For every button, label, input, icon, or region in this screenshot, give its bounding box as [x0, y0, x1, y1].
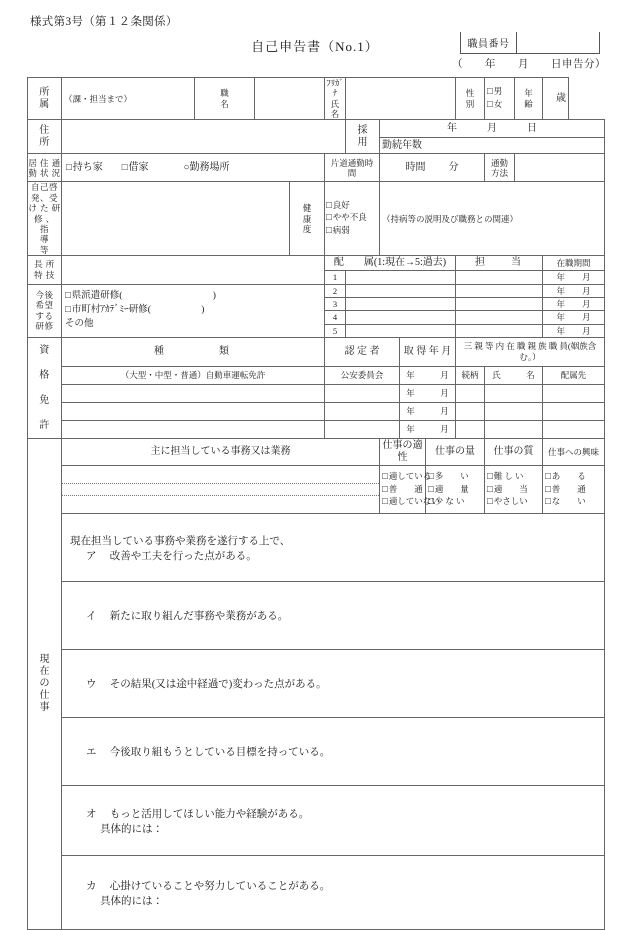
posting-period-3[interactable]: 年 月 — [543, 297, 605, 310]
relative-department-header: 配属先 — [543, 366, 605, 384]
quality-options[interactable] — [485, 466, 543, 514]
posting-value-4[interactable] — [346, 311, 456, 324]
row-strengths-posting-header — [28, 255, 605, 270]
address-label: 住 所 — [28, 120, 62, 154]
housing-options[interactable] — [62, 154, 325, 182]
free-cell-o[interactable] — [62, 786, 605, 856]
license-type-4[interactable] — [62, 420, 325, 438]
workplace-option[interactable]: ○勤務場所 — [183, 161, 230, 173]
aptitude-option-unsuited[interactable]: □ 適していない — [382, 496, 423, 509]
housing-option-own[interactable]: □ 持ち家 — [66, 162, 103, 173]
posting-value-5[interactable] — [346, 324, 456, 337]
row-duties-header — [28, 438, 605, 465]
row-free-ka — [28, 856, 605, 930]
relative-department-4[interactable] — [543, 420, 605, 438]
commute-label: 居 住 通 勤 状 況 — [28, 154, 62, 182]
future-training-option-pref[interactable] — [65, 290, 321, 304]
duty-lines-cell[interactable] — [62, 466, 380, 514]
free-text-e: 今後取り組もうとしている目標を持っている。 — [109, 747, 331, 759]
license-date-header: 取 得 年 月 — [400, 337, 456, 366]
volume-options[interactable] — [426, 466, 485, 514]
license-certifier-header: 認 定 者 — [325, 337, 400, 366]
license-date-1[interactable]: 年 月 — [400, 366, 456, 384]
license-certifier-1[interactable]: 公安委員会 — [325, 366, 400, 384]
free-item-u — [70, 677, 604, 693]
relative-relation-4[interactable] — [456, 420, 485, 438]
duty-header: 担 当 — [456, 255, 543, 270]
posting-header: 配 属(1:現在→5:過去) — [325, 255, 456, 270]
free-item-ka — [70, 879, 604, 895]
free-text-ka: 心掛けていることや努力していることがある。 — [109, 880, 331, 892]
license-type-2[interactable] — [62, 384, 325, 402]
row-license-header — [28, 337, 605, 366]
posting-no-3: 3 — [325, 297, 346, 310]
relative-relation-3[interactable] — [456, 402, 485, 420]
free-marker-o: オ — [86, 808, 97, 820]
license-date-2[interactable]: 年 月 — [400, 384, 456, 402]
furigana-label: ﾌﾘｶﾞﾅ 氏 名 — [326, 78, 348, 120]
posting-duty-3[interactable] — [456, 297, 543, 310]
posting-value-3[interactable] — [346, 297, 456, 310]
posting-duty-1[interactable] — [456, 271, 543, 284]
license-date-4[interactable]: 年 月 — [400, 420, 456, 438]
interest-option-no[interactable]: □ な い — [545, 496, 602, 509]
interest-options[interactable] — [543, 466, 605, 514]
age-value[interactable] — [543, 78, 569, 120]
aptitude-option-normal[interactable]: □ 普 通 — [382, 484, 423, 497]
future-training-label: 今後 希望 する 研修 — [28, 284, 62, 337]
illness-note: （持病等の説明及び職務との関連） — [382, 213, 519, 224]
main-duties-header: 主に担当している事務又は業務 — [62, 438, 380, 465]
strengths-label: 長 所 特 技 — [28, 255, 62, 284]
row-duties-body — [28, 466, 605, 514]
aptitude-option-suited[interactable]: □ 適している — [382, 471, 423, 484]
free-text-o: もっと活用してほしい能力や経験がある。 — [109, 808, 310, 820]
license-row-4 — [28, 420, 605, 438]
name-value[interactable] — [346, 78, 456, 120]
interest-option-yes[interactable]: □ あ る — [545, 471, 602, 484]
row-address — [28, 120, 605, 138]
page-title: 自己申告書（No.1） — [251, 39, 379, 54]
free-cell-e[interactable] — [62, 718, 605, 786]
license-certifier-3[interactable] — [325, 402, 400, 420]
future-training-options[interactable] — [62, 284, 325, 337]
training-received-label: 自己啓発、受 け た 研 修 、 指 導 等 — [28, 182, 68, 255]
commute-method-label: 通勤 方法 — [485, 154, 515, 182]
health-option-good[interactable]: □ 良好 — [326, 200, 378, 213]
duty-line-2[interactable] — [62, 484, 379, 496]
free-item-a — [70, 549, 604, 565]
form-code: 様式第3号（第１２条関係） — [30, 16, 178, 28]
future-training-option-pref-close: ) — [212, 291, 216, 302]
free-marker-e: エ — [86, 747, 97, 759]
hire-label: 採 用 — [346, 120, 380, 154]
free-marker-u: ウ — [86, 679, 97, 691]
oneway-commute-label: 片道通勤時間 — [325, 154, 380, 182]
quality-option-adequate[interactable]: □ 適 当 — [487, 484, 540, 497]
license-date-3[interactable]: 年 月 — [400, 402, 456, 420]
relative-department-3[interactable] — [543, 402, 605, 420]
row-free-i — [28, 582, 605, 650]
relative-relation-2[interactable] — [456, 384, 485, 402]
current-work-label-5: 事 — [39, 702, 50, 714]
row-commute — [28, 154, 605, 182]
main-form-table — [27, 77, 605, 930]
relative-name-2[interactable] — [485, 384, 543, 402]
commute-method-value[interactable] — [515, 154, 605, 182]
license-certifier-4[interactable] — [325, 420, 400, 438]
license-row-2 — [28, 384, 605, 402]
posting-no-1: 1 — [325, 271, 346, 284]
affiliation-label: 所 属 — [28, 78, 62, 120]
free-text-u: その結果(又は途中経過で)変わった点がある。 — [109, 679, 327, 691]
posting-duty-2[interactable] — [456, 284, 543, 297]
quality-option-difficult[interactable]: □ 難 し い — [487, 471, 540, 484]
duty-line-1[interactable] — [62, 472, 379, 484]
free-cell-u[interactable] — [62, 650, 605, 718]
health-option-poor[interactable]: □ 病弱 — [326, 225, 378, 238]
declaration-date: （ 年 月 日申告分） — [452, 59, 606, 70]
volume-option-adequate[interactable]: □ 適 量 — [428, 484, 482, 497]
tenure-label: 勤続年数 — [382, 139, 423, 151]
license-type-1[interactable]: （大型・中型・普通）自動車運転免許 — [62, 366, 325, 384]
future-training-option-academy-label: □ 市町村ｱｶﾃﾞﾐｰ研修( — [65, 305, 151, 315]
posting-period-2[interactable]: 年 月 — [543, 284, 605, 297]
free-cell-ka[interactable] — [62, 856, 605, 930]
employee-number-label: 職員番号 — [461, 32, 517, 53]
free-item-o — [70, 807, 604, 823]
future-training-other-label: その他 — [65, 318, 94, 329]
relative-name-3[interactable] — [485, 402, 543, 420]
commute-time-value[interactable] — [380, 154, 485, 182]
housing-option-rent[interactable]: □ 借家 — [122, 162, 149, 173]
current-work-label-cell — [28, 438, 62, 929]
health-option-fair[interactable]: □ やや不良 — [326, 212, 378, 225]
health-options[interactable] — [325, 182, 380, 256]
volume-option-few[interactable]: □ 少 な い — [428, 496, 482, 509]
current-work-intro: 現在担当している事務や業務を遂行する上で、 — [70, 535, 291, 547]
license-type-header: 種 類 — [62, 337, 325, 366]
affiliation-field[interactable] — [62, 78, 195, 120]
training-received-value[interactable] — [62, 182, 290, 256]
volume-option-many[interactable]: □ 多 い — [428, 471, 482, 484]
tenure-cell[interactable] — [380, 138, 605, 154]
volume-header: 仕事の量 — [426, 438, 485, 465]
commute-minutes-unit: 分 — [448, 161, 459, 173]
gender-label: 性 別 — [456, 78, 485, 120]
posting-duty-4[interactable] — [456, 311, 543, 324]
health-label: 健 康 度 — [290, 182, 325, 256]
license-certifier-2[interactable] — [325, 384, 400, 402]
aptitude-options[interactable] — [380, 466, 440, 514]
strengths-value[interactable] — [62, 255, 325, 284]
free-marker-ka: カ — [86, 880, 97, 892]
free-marker-a: ア — [86, 551, 97, 563]
post-label: 職 名 — [195, 78, 255, 120]
age-unit: 歳 — [556, 92, 567, 104]
free-marker-i: イ — [86, 611, 97, 623]
free-cell-i[interactable] — [62, 582, 605, 650]
employee-number-box — [460, 32, 600, 54]
license-row-1 — [28, 366, 605, 384]
relative-name-4[interactable] — [485, 420, 543, 438]
license-label: 資 格 免 許 — [28, 337, 62, 438]
license-type-3[interactable] — [62, 402, 325, 420]
affiliation-note: （課・担当まで） — [64, 93, 133, 104]
posting-duty-5[interactable] — [456, 324, 543, 337]
aptitude-header: 仕事の適性 — [380, 438, 426, 465]
current-work-label-4: 仕 — [39, 690, 50, 702]
posting-no-4: 4 — [325, 311, 346, 324]
illness-cell[interactable] — [380, 182, 605, 256]
post-value[interactable] — [255, 78, 325, 120]
posting-no-5: 5 — [325, 324, 346, 337]
gender-option-male[interactable]: □ 男 — [487, 86, 512, 99]
free-item-i — [70, 609, 604, 625]
relative-name-header: 氏 名 — [485, 366, 543, 384]
free-detail-label-o: 具体的には： — [100, 824, 163, 836]
future-training-other[interactable] — [65, 318, 321, 332]
age-label: 年 齢 — [515, 78, 543, 120]
current-work-label-1: 現 — [39, 653, 50, 665]
posting-period-1[interactable]: 年 月 — [543, 271, 605, 284]
posting-value-1[interactable] — [346, 271, 456, 284]
gender-option-female[interactable]: □ 女 — [487, 99, 512, 112]
relative-relation-header: 続柄 — [456, 366, 485, 384]
row-free-a — [28, 514, 605, 582]
free-item-e — [70, 745, 604, 761]
current-work-label-3: の — [39, 678, 50, 690]
free-text-a: 改善や工夫を行った点がある。 — [109, 551, 257, 563]
future-training-option-academy-close: ) — [201, 304, 205, 315]
free-detail-label-ka: 具体的には： — [100, 896, 163, 908]
posting-period-5[interactable]: 年 月 — [543, 324, 605, 337]
row-free-o — [28, 786, 605, 856]
interest-option-normal[interactable]: □ 普 通 — [545, 484, 602, 497]
relatives-header: 三 親 等 内 在 職 親 族 職 員(姻族含む。） — [456, 337, 605, 366]
free-cell-a[interactable] — [62, 514, 605, 582]
current-work-label-2: 在 — [39, 665, 50, 677]
row-free-u — [28, 650, 605, 718]
future-training-option-pref-label: □ 県派遣研修( — [65, 291, 122, 301]
interest-header: 仕事への興味 — [543, 438, 605, 465]
quality-header: 仕事の質 — [485, 438, 543, 465]
duty-line-3[interactable] — [62, 496, 379, 507]
hire-date[interactable]: 年 月 日 — [380, 120, 605, 138]
row-future-training-2 — [28, 284, 605, 297]
row-free-e — [28, 718, 605, 786]
license-row-3 — [28, 402, 605, 420]
posting-no-2: 2 — [325, 284, 346, 297]
free-text-i: 新たに取り組んだ事務や業務がある。 — [109, 611, 289, 623]
row-training-health — [28, 182, 605, 256]
gender-options[interactable] — [485, 78, 515, 120]
future-training-option-academy[interactable] — [65, 304, 321, 318]
posting-value-2[interactable] — [346, 284, 456, 297]
commute-hours-unit: 時間 — [405, 161, 426, 173]
address-value[interactable] — [62, 120, 346, 154]
posting-period-4[interactable]: 年 月 — [543, 311, 605, 324]
quality-option-easy[interactable]: □ やさしい — [487, 496, 540, 509]
period-header: 在職期間 — [543, 255, 605, 270]
relative-department-2[interactable] — [543, 384, 605, 402]
